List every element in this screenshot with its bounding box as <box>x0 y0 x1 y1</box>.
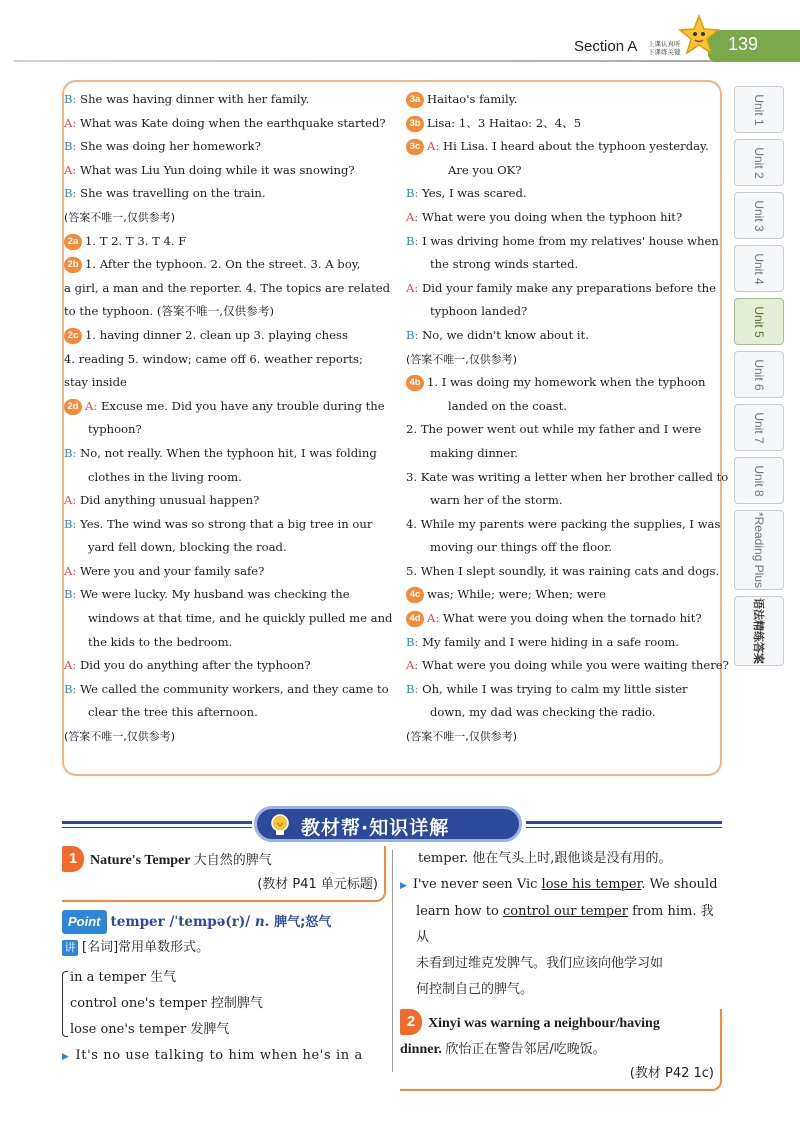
example-sentence: ▶ It's no use talking to him when he's in a <box>62 1048 363 1063</box>
subtitle-line-1: 上课认真听 <box>648 40 681 48</box>
tab-grammar-answers[interactable] <box>734 596 784 666</box>
knowledge-item-2 <box>400 1009 722 1091</box>
triangle-bullet-icon: ▶ <box>62 1052 70 1062</box>
answer-line: 2c 1. having dinner 2. clean up 3. playing chess <box>64 324 388 348</box>
answer-line: to the typhoon. (答案不唯一,仅供参考) <box>64 304 274 319</box>
badge-4b: 4b <box>406 375 424 391</box>
column-divider <box>392 850 393 1072</box>
badge-4d: 4d <box>406 611 424 627</box>
answer-line: A: What were you doing when the typhoon hit? <box>406 209 683 224</box>
triangle-bullet-icon: ▶ <box>400 881 407 891</box>
item-title-line-2: dinner. 欣怡正在警告邻居/吃晚饭。 <box>400 1042 606 1057</box>
tab-unit-2[interactable] <box>734 139 784 186</box>
banner-rule-right <box>526 821 722 824</box>
tab-unit-4[interactable] <box>734 245 784 292</box>
tab-unit-5[interactable] <box>734 298 784 345</box>
point-badge: Point <box>62 910 107 934</box>
answer-line: 3. Kate was writing a letter when her brother called to <box>406 469 729 484</box>
example-continuation: temper. 他在气头上时,跟他谈是没有用的。 <box>418 851 672 866</box>
answer-note: (答案不唯一,仅供参考) <box>406 730 518 744</box>
answer-line: a girl, a man and the reporter. 4. The topics are related <box>64 280 391 295</box>
unit-tabs <box>734 86 790 672</box>
badge-4c: 4c <box>406 587 424 603</box>
answer-line: 2a 1. T 2. T 3. T 4. F <box>64 230 388 254</box>
answer-line: B: My family and I were hiding in a safe room. <box>406 634 679 649</box>
answer-line: typhoon? <box>88 422 142 437</box>
answer-line: 4b 1. I was doing my homework when the typhoon <box>406 371 714 395</box>
page-header <box>0 0 800 62</box>
answer-line: A: Did anything unusual happen? <box>64 493 260 508</box>
item-number: 2 <box>400 1009 422 1035</box>
answer-line: B: Yes, I was scared. <box>406 186 527 201</box>
page-number: 139 <box>728 34 759 54</box>
answer-line: B: Yes. The wind was so strong that a big tree in our <box>64 516 373 531</box>
answer-line: 3c A: Hi Lisa. I heard about the typhoon yesterday. <box>406 135 714 159</box>
answer-line: 3b Lisa: 1、3 Haitao: 2、4、5 <box>406 112 714 136</box>
answer-line: stay inside <box>64 375 127 390</box>
badge-2a: 2a <box>64 234 82 250</box>
answer-line: A: What was Liu Yun doing while it was snowing? <box>64 162 355 177</box>
explain-icon: 讲 <box>62 940 78 956</box>
answer-line: 5. When I slept soundly, it was raining cats and dogs. <box>406 563 720 578</box>
knowledge-item-1 <box>62 846 386 902</box>
answer-line: B: She was having dinner with her family. <box>64 92 310 106</box>
tab-label: Unit 2 <box>752 146 766 179</box>
answer-line: typhoon landed? <box>430 304 528 319</box>
answer-line: 2b 1. After the typhoon. 2. On the street. 3. A boy, <box>64 253 388 277</box>
tab-reading-plus[interactable] <box>734 510 784 590</box>
example-line: 未看到过维克发脾气。我们应该向他学习如 <box>416 956 664 971</box>
answer-line: A: Did you do anything after the typhoon? <box>64 658 311 673</box>
answer-line: 4d A: What were you doing when the tornado hit? <box>406 607 714 631</box>
tab-unit-1[interactable] <box>734 86 784 133</box>
answer-line: B: She was travelling on the train. <box>64 186 266 201</box>
example-line: 何控制自己的脾气。 <box>416 982 534 997</box>
answer-line: A: What were you doing while you were waiting there? <box>406 658 729 673</box>
answer-line: 4. reading 5. window; came off 6. weather reports; <box>64 351 363 366</box>
answer-line: yard fell down, blocking the road. <box>88 540 287 555</box>
item-source: (教材 P42 1c) <box>629 1066 714 1081</box>
item-source: (教材 P41 单元标题) <box>257 877 378 892</box>
answer-line: 4. While my parents were packing the supplies, I was <box>406 516 721 531</box>
answer-line: B: We were lucky. My husband was checking the <box>64 587 350 602</box>
answer-line: making dinner. <box>430 445 519 460</box>
tab-label: Unit 1 <box>752 93 766 126</box>
answer-line: B: No, not really. When the typhoon hit, I was folding <box>64 445 377 460</box>
phrase-item: control one's temper 控制脾气 <box>70 996 263 1011</box>
answer-line: B: We called the community workers, and they came to <box>64 681 389 696</box>
tab-unit-7[interactable] <box>734 404 784 451</box>
example-sentence: ▶ I've never seen Vic lose his temper. We should <box>400 877 718 892</box>
point-line: Point temper /ˈtempə(r)/ n. 脾气;怒气 <box>62 910 386 935</box>
answers-left-column <box>64 88 393 749</box>
tab-label: Unit 7 <box>752 411 766 444</box>
answer-line: landed on the coast. <box>448 398 567 413</box>
tab-label: Unit 3 <box>752 199 766 232</box>
answer-line: clear the tree this afternoon. <box>88 705 258 720</box>
answer-line: 3a Haitao's family. <box>406 88 714 112</box>
grammar-note: 讲 [名词]常用单数形式。 <box>62 935 386 961</box>
badge-3a: 3a <box>406 92 424 108</box>
tab-label: Unit 5 <box>752 305 766 338</box>
answer-line: B: She was doing her homework? <box>64 139 261 154</box>
answer-line: 2. The power went out while my father and I were <box>406 422 702 437</box>
answer-line: down, my dad was checking the radio. <box>430 705 656 720</box>
badge-2c: 2c <box>64 328 82 344</box>
answer-line: the strong winds started. <box>430 257 579 272</box>
item-title: Nature's Temper 大自然的脾气 <box>90 853 272 868</box>
answer-line: warn her of the storm. <box>430 493 563 508</box>
knowledge-left-column <box>62 846 386 1070</box>
badge-3b: 3b <box>406 116 424 132</box>
badge-2d: 2d <box>64 399 82 415</box>
phrase-group <box>62 965 386 1043</box>
section-banner <box>254 806 522 842</box>
answers-right-column <box>406 88 729 749</box>
answer-line: Are you OK? <box>448 162 522 177</box>
badge-2b: 2b <box>64 257 82 273</box>
answer-line: B: Oh, while I was trying to calm my little sister <box>406 681 688 696</box>
example-line: learn how to control our temper from him. 我从 <box>416 904 714 945</box>
tab-label: Unit 6 <box>752 358 766 391</box>
star-mascot-icon <box>678 14 720 56</box>
phrase-item: in a temper 生气 <box>70 970 177 985</box>
answer-line: 4c was; While; were; When; were <box>406 583 714 607</box>
answer-line: B: I was driving home from my relatives' house when <box>406 233 719 248</box>
section-subtitle <box>648 40 681 56</box>
item-number: 1 <box>62 846 84 872</box>
tab-unit-8[interactable] <box>734 457 784 504</box>
answer-note: (答案不唯一,仅供参考) <box>64 730 176 744</box>
tab-label: Unit 4 <box>752 252 766 285</box>
banner-title: 教材帮·知识详解 <box>301 817 450 839</box>
knowledge-right-column <box>400 846 722 1091</box>
banner-rule-left-thin <box>62 827 252 828</box>
answer-line: A: What was Kate doing when the earthquake started? <box>64 115 386 130</box>
answer-note: (答案不唯一,仅供参考) <box>64 210 176 224</box>
banner-rule-right-thin <box>526 827 722 828</box>
answer-line: the kids to the bedroom. <box>88 634 233 649</box>
tab-unit-6[interactable] <box>734 351 784 398</box>
answer-line: 2d A: Excuse me. Did you have any trouble during the <box>64 395 388 419</box>
answer-note: (答案不唯一,仅供参考) <box>406 352 518 366</box>
tab-unit-3[interactable] <box>734 192 784 239</box>
lightbulb-icon <box>269 813 291 837</box>
phrase-item: lose one's temper 发脾气 <box>70 1022 230 1037</box>
subtitle-line-2: 下课练关键 <box>648 48 681 56</box>
header-rule <box>14 60 734 62</box>
answer-line: A: Did your family make any preparations before the <box>406 280 716 295</box>
badge-3c: 3c <box>406 139 424 155</box>
answer-line: moving our things off the floor. <box>430 540 613 555</box>
section-title: Section A <box>574 38 638 55</box>
item-title-line-1: Xinyi was warning a neighbour/having <box>428 1016 660 1031</box>
answer-line: windows at that time, and he quickly pulled me and <box>88 611 393 626</box>
answer-line: A: Were you and your family safe? <box>64 563 265 578</box>
tab-label: Unit 8 <box>752 464 766 497</box>
tab-label: *Reading Plus <box>752 511 766 589</box>
tab-label: 语法精练答案 <box>752 598 765 664</box>
answer-line: clothes in the living room. <box>88 469 242 484</box>
banner-rule-left <box>62 821 252 824</box>
answer-line: B: No, we didn't know about it. <box>406 327 589 342</box>
